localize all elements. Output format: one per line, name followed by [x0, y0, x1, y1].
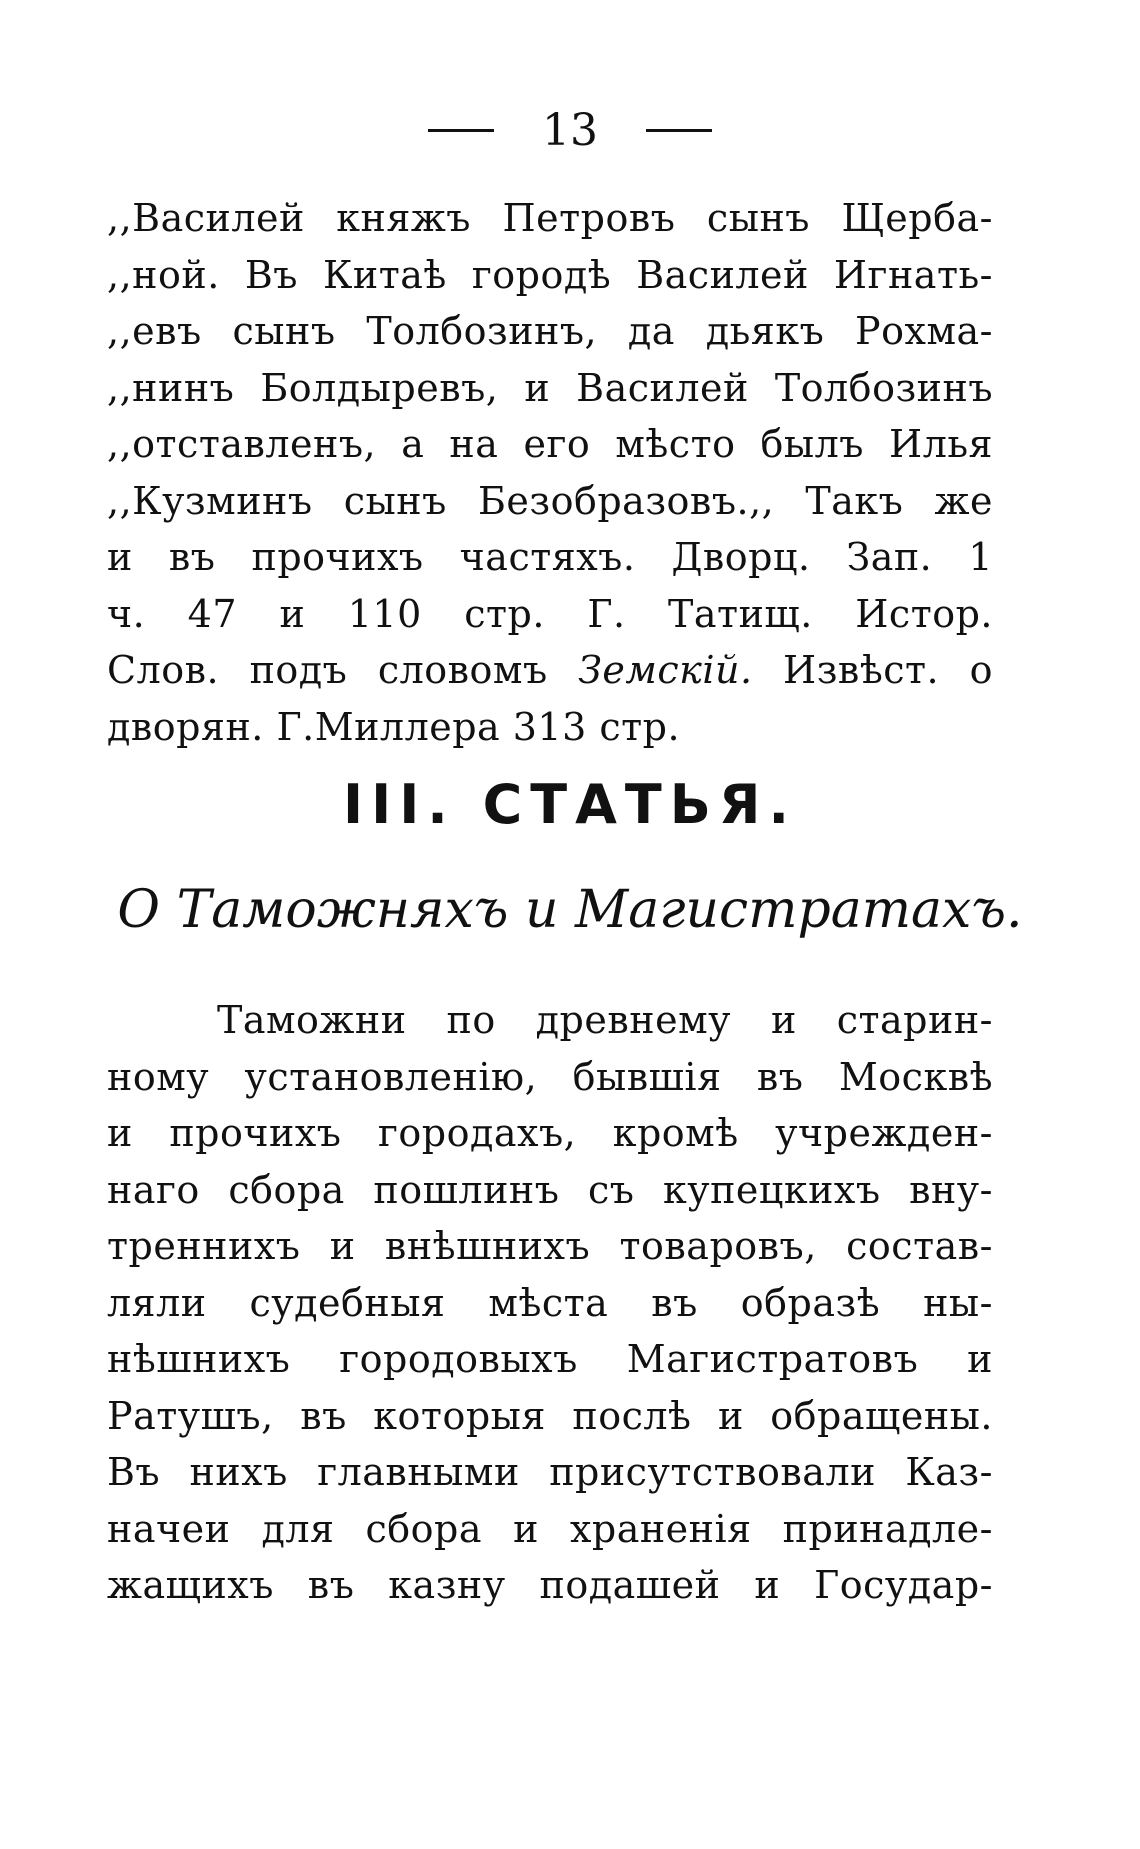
- section-subheading: О Таможняхъ и Магистратахъ.: [117, 880, 1023, 940]
- text-line: ному установленію, бывшія въ Москвѣ: [107, 1054, 993, 1099]
- text-line: и прочихъ городахъ, кромѣ учрежден-: [107, 1111, 993, 1155]
- text-segment: Извѣст. о: [752, 648, 994, 692]
- text-line: ,,Кузминъ сынъ Безобразовъ.,, Такъ же: [107, 478, 993, 523]
- text-line: жащихъ въ казну подашей и Государ-: [107, 1563, 993, 1607]
- text-line: ,,отставленъ, а на его мѣсто былъ Илья: [107, 422, 993, 466]
- paragraph-main: [107, 992, 993, 1614]
- text-line: ,,Василей княжъ Петровъ сынъ Щерба-: [107, 196, 993, 240]
- text-line: Ратушъ, въ которыя послѣ и обращены.: [107, 1393, 993, 1438]
- text-line: наго сбора пошлинъ съ купецкихъ вну-: [107, 1167, 993, 1212]
- page-header: [0, 100, 1140, 159]
- paragraph-continued: [107, 190, 993, 755]
- text-line: ч. 47 и 110 стр. Г. Татищ. Истор.: [107, 591, 993, 636]
- text-line: Таможни по древнему и старин-: [217, 998, 993, 1042]
- text-segment: Слов. подъ словомъ: [107, 648, 579, 692]
- text-line: нѣшнихъ городовыхъ Магистратовъ и: [107, 1337, 993, 1381]
- text-line: ляли судебныя мѣста въ образѣ ны-: [107, 1280, 993, 1325]
- section-heading: III. СТАТЬЯ.: [343, 773, 797, 836]
- text-line: ,,нинъ Болдыревъ, и Василей Толбозинъ: [107, 365, 993, 410]
- text-line: ,,ной. Въ Китаѣ городѣ Василей Игнать-: [107, 252, 993, 297]
- text-line-mixed: [107, 642, 993, 699]
- text-line: начеи для сбора и храненія принадле-: [107, 1506, 993, 1551]
- text-line: Въ нихъ главными присутствовали Каз-: [107, 1450, 993, 1494]
- text-line: треннихъ и внѣшнихъ товаровъ, состав-: [107, 1224, 993, 1268]
- left-dash: [428, 129, 494, 132]
- text-line: и въ прочихъ частяхъ. Дворц. Зап. 1: [107, 535, 993, 579]
- text-line: ,,евъ сынъ Толбозинъ, да дьякъ Рохма-: [107, 309, 993, 353]
- italic-term: Земскій.: [578, 648, 753, 692]
- right-dash: [646, 129, 712, 132]
- text-line: дворян. Г.Миллера 313 стр.: [107, 704, 681, 749]
- page-number: 13: [542, 104, 598, 156]
